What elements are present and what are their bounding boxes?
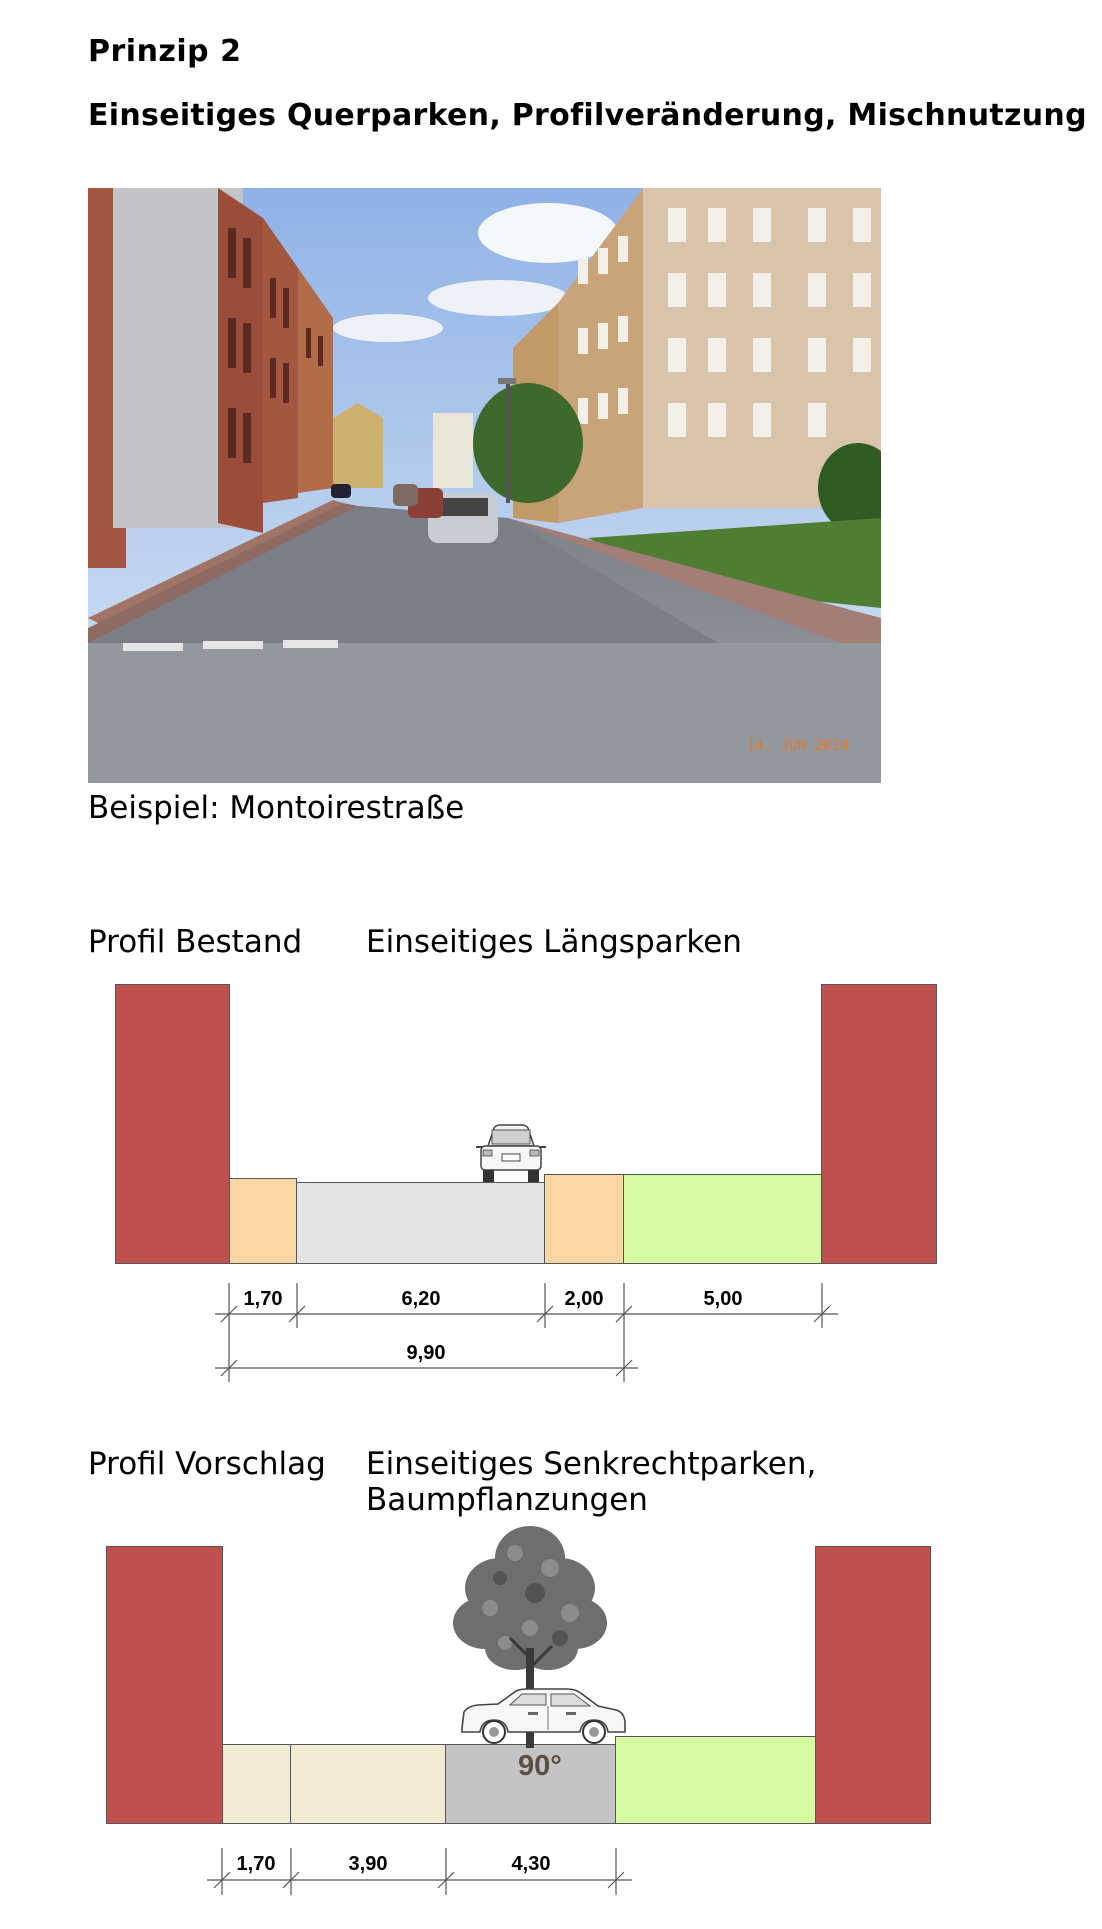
existing-profile-label: Profil Bestand: [88, 924, 303, 960]
dimension-mixed-use-lane: 3,90: [348, 1853, 388, 1875]
parking-angle-label: 90°: [518, 1750, 562, 1782]
proposal-profile-description: Einseitiges Senkrechtparken, Baumpflanzungen: [366, 1446, 817, 1518]
proposal-profile-label: Profil Vorschlag: [88, 1446, 326, 1482]
dimension-sidewalk-right: 2,00: [564, 1288, 604, 1310]
dimension-total: 9,90: [406, 1342, 446, 1364]
date-stamp: 14. JUN 2010: [747, 738, 849, 754]
dimension-sidewalk-left: 1,70: [243, 1288, 283, 1310]
dimension-roadway: 6,20: [401, 1288, 441, 1310]
page-title: Prinzip 2: [88, 34, 242, 69]
page-subtitle: Einseitiges Querparken, Profilveränderung, Mischnutzung: [88, 98, 1087, 133]
dimension-parking: 4,30: [511, 1853, 551, 1875]
photo-caption: Beispiel: Montoirestraße: [88, 790, 465, 826]
dimension-sidewalk-proposal: 1,70: [236, 1853, 276, 1875]
dimension-green-strip: 5,00: [703, 1288, 743, 1310]
existing-profile-description: Einseitiges Längsparken: [366, 924, 742, 960]
